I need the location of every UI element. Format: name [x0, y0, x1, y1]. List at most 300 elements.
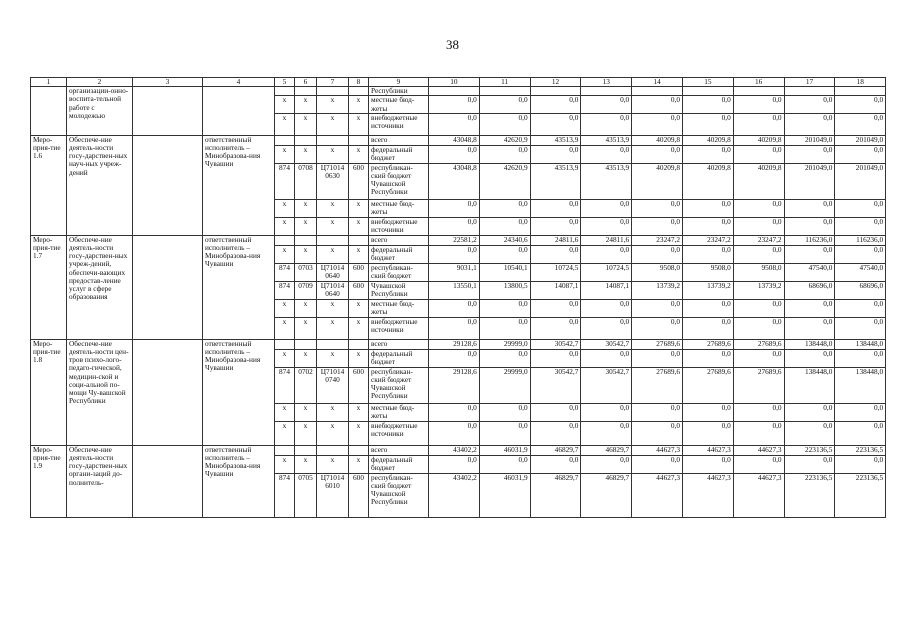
amount-cell: 46829,7 — [581, 445, 632, 455]
grbs-code-cell: x — [275, 403, 295, 421]
target-article-cell: x — [317, 199, 349, 217]
amount-cell: 43513,9 — [581, 163, 632, 199]
amount-cell: 0,0 — [632, 317, 683, 339]
amount-cell — [835, 87, 886, 96]
amount-cell: 0,0 — [682, 421, 733, 445]
amount-cell: 40209,8 — [632, 135, 683, 145]
column-number-18: 18 — [835, 78, 886, 87]
target-article-cell: x — [317, 217, 349, 235]
grbs-code-cell: x — [275, 455, 295, 473]
amount-cell: 43513,9 — [530, 135, 581, 145]
amount-cell: 201049,0 — [835, 135, 886, 145]
amount-cell: 0,0 — [429, 217, 480, 235]
amount-cell: 0,0 — [530, 113, 581, 135]
amount-cell: 0,0 — [530, 455, 581, 473]
target-article-cell — [317, 445, 349, 455]
amount-cell: 0,0 — [581, 403, 632, 421]
column-3-cell — [133, 445, 203, 517]
grbs-code-cell: x — [275, 245, 295, 263]
section-code-cell: 0708 — [295, 163, 317, 199]
target-article-cell: x — [317, 317, 349, 339]
amount-cell: 0,0 — [530, 145, 581, 163]
amount-cell: 0,0 — [581, 317, 632, 339]
grbs-code-cell — [275, 135, 295, 145]
amount-cell: 40209,8 — [682, 135, 733, 145]
amount-cell: 0,0 — [733, 96, 784, 113]
amount-cell: 0,0 — [835, 349, 886, 367]
funding-source-cell: Чувашской Республики — [369, 281, 429, 299]
expense-type-cell: 600 — [349, 473, 369, 517]
amount-cell: 223136,5 — [835, 445, 886, 455]
amount-cell: 0,0 — [835, 245, 886, 263]
amount-cell: 0,0 — [632, 113, 683, 135]
section-code-cell: x — [295, 199, 317, 217]
amount-cell: 0,0 — [479, 96, 530, 113]
amount-cell: 0,0 — [479, 217, 530, 235]
table-row — [31, 445, 886, 455]
amount-cell: 0,0 — [429, 145, 480, 163]
target-article-cell: x — [317, 245, 349, 263]
amount-cell: 0,0 — [835, 199, 886, 217]
target-article-cell: Ц710140740 — [317, 367, 349, 403]
grbs-code-cell: 874 — [275, 263, 295, 281]
amount-cell: 0,0 — [733, 317, 784, 339]
column-number-2: 2 — [67, 78, 133, 87]
target-article-cell: Ц710140630 — [317, 163, 349, 199]
section-code-cell: 0703 — [295, 263, 317, 281]
amount-cell: 23247,2 — [733, 235, 784, 245]
amount-cell — [784, 87, 835, 96]
measure-number-cell: Меро-прия-тие 1.9 — [31, 445, 67, 517]
amount-cell: 30542,7 — [530, 367, 581, 403]
section-code-cell: x — [295, 113, 317, 135]
amount-cell: 0,0 — [429, 299, 480, 317]
target-article-cell: x — [317, 299, 349, 317]
expense-type-cell — [349, 135, 369, 145]
section-code-cell: x — [295, 217, 317, 235]
amount-cell: 0,0 — [479, 199, 530, 217]
funding-source-cell: федеральный бюджет — [369, 455, 429, 473]
expense-type-cell: x — [349, 299, 369, 317]
amount-cell: 0,0 — [835, 217, 886, 235]
funding-source-cell: федеральный бюджет — [369, 245, 429, 263]
expense-type-cell: 600 — [349, 163, 369, 199]
amount-cell: 0,0 — [784, 113, 835, 135]
amount-cell: 0,0 — [632, 245, 683, 263]
amount-cell: 138448,0 — [784, 339, 835, 349]
amount-cell: 0,0 — [733, 455, 784, 473]
amount-cell: 0,0 — [682, 403, 733, 421]
amount-cell: 27689,6 — [733, 367, 784, 403]
amount-cell: 27689,6 — [682, 367, 733, 403]
measure-name-cell: Обеспече-ние деятель-ности цен-тров психо-лого-педаго-гической, медицин-ской и соци-альной по-мощи Чу-вашской Республики — [67, 339, 133, 445]
amount-cell: 0,0 — [429, 317, 480, 339]
amount-cell: 23247,2 — [632, 235, 683, 245]
measure-name-cell: Обеспече-ние деятель-ности госу-дарствен-ных учреж-дений, обеспечи-вающих предостав-ление услуг в сфере образования — [67, 235, 133, 339]
target-article-cell: x — [317, 96, 349, 113]
amount-cell: 0,0 — [581, 113, 632, 135]
amount-cell: 9508,0 — [682, 263, 733, 281]
amount-cell: 10540,1 — [479, 263, 530, 281]
amount-cell: 46829,7 — [581, 473, 632, 517]
amount-cell: 0,0 — [835, 113, 886, 135]
funding-source-cell: местные бюд-жеты — [369, 199, 429, 217]
amount-cell: 22581,2 — [429, 235, 480, 245]
section-code-cell: x — [295, 349, 317, 367]
amount-cell: 0,0 — [682, 245, 733, 263]
amount-cell — [581, 87, 632, 96]
section-code-cell — [295, 87, 317, 96]
amount-cell: 0,0 — [581, 421, 632, 445]
amount-cell: 68696,0 — [835, 281, 886, 299]
target-article-cell: x — [317, 403, 349, 421]
amount-cell: 0,0 — [530, 245, 581, 263]
grbs-code-cell: x — [275, 317, 295, 339]
expense-type-cell: x — [349, 245, 369, 263]
grbs-code-cell — [275, 87, 295, 96]
amount-cell: 44627,3 — [632, 445, 683, 455]
amount-cell: 13739,2 — [682, 281, 733, 299]
amount-cell: 0,0 — [784, 421, 835, 445]
expense-type-cell: 600 — [349, 367, 369, 403]
measure-number-cell: Меро-прия-тие 1.8 — [31, 339, 67, 445]
grbs-code-cell: x — [275, 349, 295, 367]
funding-source-cell: всего — [369, 235, 429, 245]
expense-type-cell: 600 — [349, 281, 369, 299]
amount-cell: 0,0 — [835, 421, 886, 445]
amount-cell: 44627,3 — [733, 473, 784, 517]
amount-cell: 43048,8 — [429, 163, 480, 199]
amount-cell: 0,0 — [429, 199, 480, 217]
expense-type-cell — [349, 235, 369, 245]
amount-cell: 0,0 — [784, 96, 835, 113]
section-code-cell: x — [295, 96, 317, 113]
amount-cell: 40209,8 — [733, 163, 784, 199]
target-article-cell: Ц710146010 — [317, 473, 349, 517]
amount-cell — [632, 87, 683, 96]
amount-cell: 116236,0 — [835, 235, 886, 245]
expense-type-cell: x — [349, 403, 369, 421]
funding-source-cell: внебюджетные источники — [369, 113, 429, 135]
amount-cell: 40209,8 — [682, 163, 733, 199]
section-code-cell: 0705 — [295, 473, 317, 517]
measure-number-cell — [31, 87, 67, 136]
amount-cell: 0,0 — [429, 403, 480, 421]
grbs-code-cell — [275, 445, 295, 455]
funding-source-cell: всего — [369, 339, 429, 349]
column-3-cell — [133, 87, 203, 136]
expense-type-cell: x — [349, 421, 369, 445]
amount-cell: 44627,3 — [733, 445, 784, 455]
column-number-1: 1 — [31, 78, 67, 87]
funding-source-cell: Республики — [369, 87, 429, 96]
expense-type-cell: x — [349, 96, 369, 113]
amount-cell: 223136,5 — [784, 473, 835, 517]
amount-cell: 0,0 — [835, 317, 886, 339]
executor-cell: ответственный исполнитель – Минобразова-ния Чувашии — [203, 135, 275, 235]
amount-cell: 0,0 — [581, 299, 632, 317]
amount-cell: 0,0 — [530, 199, 581, 217]
amount-cell: 43402,2 — [429, 445, 480, 455]
amount-cell: 9031,1 — [429, 263, 480, 281]
amount-cell: 0,0 — [429, 455, 480, 473]
amount-cell: 40209,8 — [733, 135, 784, 145]
column-number-11: 11 — [479, 78, 530, 87]
column-number-16: 16 — [733, 78, 784, 87]
funding-source-cell: местные бюд-жеты — [369, 403, 429, 421]
amount-cell: 10724,5 — [581, 263, 632, 281]
funding-source-cell: местные бюд-жеты — [369, 299, 429, 317]
amount-cell: 0,0 — [733, 299, 784, 317]
table-row — [31, 235, 886, 245]
amount-cell: 116236,0 — [784, 235, 835, 245]
table-body — [31, 78, 886, 518]
amount-cell: 42620,9 — [479, 135, 530, 145]
measure-name-cell: Обеспече-ние деятель-ности госу-дарствен-ных науч-ных учреж-дений — [67, 135, 133, 235]
amount-cell: 0,0 — [733, 349, 784, 367]
executor-cell: ответственный исполнитель – Минобразова-ния Чувашии — [203, 235, 275, 339]
column-number-6: 6 — [295, 78, 317, 87]
amount-cell: 43513,9 — [530, 163, 581, 199]
grbs-code-cell: 874 — [275, 473, 295, 517]
funding-source-cell: республикан-ский бюджет — [369, 263, 429, 281]
amount-cell: 0,0 — [682, 349, 733, 367]
column-number-9: 9 — [369, 78, 429, 87]
target-article-cell: Ц710140640 — [317, 263, 349, 281]
amount-cell: 0,0 — [632, 145, 683, 163]
amount-cell: 138448,0 — [835, 339, 886, 349]
section-code-cell: 0709 — [295, 281, 317, 299]
amount-cell: 0,0 — [733, 113, 784, 135]
column-number-17: 17 — [784, 78, 835, 87]
expense-type-cell: x — [349, 317, 369, 339]
expense-type-cell: x — [349, 113, 369, 135]
section-code-cell — [295, 445, 317, 455]
column-3-cell — [133, 135, 203, 235]
amount-cell: 0,0 — [479, 245, 530, 263]
amount-cell: 46829,7 — [530, 445, 581, 455]
measure-name-cell: Обеспече-ние деятель-ности госу-дарствен-ных органи-заций до-полнитель- — [67, 445, 133, 517]
funding-source-cell: федеральный бюджет — [369, 349, 429, 367]
amount-cell: 27689,6 — [632, 367, 683, 403]
grbs-code-cell: x — [275, 113, 295, 135]
budget-table — [30, 77, 886, 518]
amount-cell: 0,0 — [733, 217, 784, 235]
section-code-cell — [295, 339, 317, 349]
target-article-cell — [317, 235, 349, 245]
amount-cell: 0,0 — [632, 96, 683, 113]
section-code-cell: x — [295, 421, 317, 445]
amount-cell: 0,0 — [530, 349, 581, 367]
amount-cell: 43513,9 — [581, 135, 632, 145]
amount-cell: 0,0 — [784, 199, 835, 217]
target-article-cell: x — [317, 349, 349, 367]
amount-cell: 27689,6 — [632, 339, 683, 349]
amount-cell: 9508,0 — [733, 263, 784, 281]
amount-cell: 0,0 — [581, 96, 632, 113]
target-article-cell — [317, 135, 349, 145]
grbs-code-cell: x — [275, 145, 295, 163]
funding-source-cell: всего — [369, 135, 429, 145]
amount-cell: 201049,0 — [784, 163, 835, 199]
amount-cell: 0,0 — [632, 199, 683, 217]
amount-cell: 0,0 — [632, 421, 683, 445]
column-number-15: 15 — [682, 78, 733, 87]
amount-cell: 0,0 — [784, 403, 835, 421]
amount-cell: 27689,6 — [682, 339, 733, 349]
section-code-cell: x — [295, 403, 317, 421]
amount-cell: 138448,0 — [835, 367, 886, 403]
amount-cell: 0,0 — [632, 403, 683, 421]
amount-cell: 0,0 — [733, 421, 784, 445]
grbs-code-cell: x — [275, 199, 295, 217]
column-3-cell — [133, 235, 203, 339]
amount-cell: 0,0 — [784, 299, 835, 317]
amount-cell: 0,0 — [784, 317, 835, 339]
amount-cell: 29999,0 — [479, 367, 530, 403]
section-code-cell: x — [295, 145, 317, 163]
amount-cell: 201049,0 — [784, 135, 835, 145]
grbs-code-cell — [275, 339, 295, 349]
amount-cell: 13800,5 — [479, 281, 530, 299]
executor-cell: ответственный исполнитель – Минобразова-ния Чувашии — [203, 339, 275, 445]
amount-cell: 0,0 — [479, 455, 530, 473]
measure-number-cell: Меро-прия-тие 1.6 — [31, 135, 67, 235]
amount-cell: 138448,0 — [784, 367, 835, 403]
amount-cell: 0,0 — [429, 421, 480, 445]
column-number-8: 8 — [349, 78, 369, 87]
amount-cell: 0,0 — [429, 96, 480, 113]
target-article-cell — [317, 339, 349, 349]
amount-cell: 0,0 — [682, 96, 733, 113]
amount-cell: 44627,3 — [682, 473, 733, 517]
grbs-code-cell: 874 — [275, 163, 295, 199]
amount-cell: 47540,0 — [835, 263, 886, 281]
grbs-code-cell: 874 — [275, 367, 295, 403]
amount-cell: 27689,6 — [733, 339, 784, 349]
amount-cell: 43048,8 — [429, 135, 480, 145]
target-article-cell: x — [317, 113, 349, 135]
section-code-cell — [295, 235, 317, 245]
amount-cell: 46031,9 — [479, 445, 530, 455]
amount-cell: 0,0 — [784, 245, 835, 263]
amount-cell: 29128,6 — [429, 339, 480, 349]
amount-cell: 30542,7 — [581, 367, 632, 403]
amount-cell: 0,0 — [835, 96, 886, 113]
amount-cell: 0,0 — [682, 199, 733, 217]
amount-cell: 0,0 — [581, 145, 632, 163]
amount-cell — [682, 87, 733, 96]
amount-cell: 0,0 — [733, 145, 784, 163]
amount-cell: 24811,6 — [530, 235, 581, 245]
amount-cell: 68696,0 — [784, 281, 835, 299]
amount-cell: 0,0 — [429, 245, 480, 263]
expense-type-cell — [349, 445, 369, 455]
column-number-12: 12 — [530, 78, 581, 87]
amount-cell: 0,0 — [682, 299, 733, 317]
funding-source-cell: местные бюд-жеты — [369, 96, 429, 113]
amount-cell: 44627,3 — [682, 445, 733, 455]
section-code-cell: x — [295, 317, 317, 339]
section-code-cell: x — [295, 455, 317, 473]
amount-cell: 0,0 — [784, 145, 835, 163]
amount-cell: 0,0 — [733, 403, 784, 421]
amount-cell: 9508,0 — [632, 263, 683, 281]
column-number-3: 3 — [133, 78, 203, 87]
grbs-code-cell — [275, 235, 295, 245]
expense-type-cell: 600 — [349, 263, 369, 281]
table-row — [31, 87, 886, 96]
funding-source-cell: внебюджетные источники — [369, 317, 429, 339]
section-code-cell — [295, 135, 317, 145]
amount-cell: 0,0 — [479, 145, 530, 163]
amount-cell: 46031,9 — [479, 473, 530, 517]
amount-cell: 0,0 — [530, 317, 581, 339]
measure-name-cell: организации-онно-воспита-тельной работе с молодежью — [67, 87, 133, 136]
funding-source-cell: внебюджетные источники — [369, 217, 429, 235]
amount-cell: 0,0 — [682, 145, 733, 163]
amount-cell: 0,0 — [784, 349, 835, 367]
funding-source-cell: федеральный бюджет — [369, 145, 429, 163]
target-article-cell — [317, 87, 349, 96]
column-number-7: 7 — [317, 78, 349, 87]
amount-cell: 29128,6 — [429, 367, 480, 403]
expense-type-cell — [349, 339, 369, 349]
target-article-cell: x — [317, 455, 349, 473]
amount-cell: 14087,1 — [530, 281, 581, 299]
amount-cell: 0,0 — [632, 299, 683, 317]
column-number-5: 5 — [275, 78, 295, 87]
target-article-cell: Ц710140640 — [317, 281, 349, 299]
amount-cell: 0,0 — [479, 349, 530, 367]
amount-cell: 13739,2 — [632, 281, 683, 299]
target-article-cell: x — [317, 421, 349, 445]
amount-cell: 0,0 — [632, 217, 683, 235]
column-number-4: 4 — [203, 78, 275, 87]
expense-type-cell: x — [349, 199, 369, 217]
amount-cell: 24340,6 — [479, 235, 530, 245]
amount-cell: 30542,7 — [530, 339, 581, 349]
amount-cell: 47540,0 — [784, 263, 835, 281]
amount-cell: 44627,3 — [632, 473, 683, 517]
amount-cell — [479, 87, 530, 96]
amount-cell: 0,0 — [682, 317, 733, 339]
section-code-cell: x — [295, 245, 317, 263]
section-code-cell: x — [295, 299, 317, 317]
amount-cell: 0,0 — [733, 245, 784, 263]
amount-cell: 30542,7 — [581, 339, 632, 349]
amount-cell: 0,0 — [479, 421, 530, 445]
grbs-code-cell: x — [275, 96, 295, 113]
amount-cell: 0,0 — [835, 145, 886, 163]
expense-type-cell: x — [349, 145, 369, 163]
amount-cell: 0,0 — [429, 113, 480, 135]
funding-source-cell: республикан-ский бюджет Чувашской Республики — [369, 473, 429, 517]
amount-cell — [733, 87, 784, 96]
amount-cell: 0,0 — [835, 455, 886, 473]
amount-cell: 0,0 — [682, 455, 733, 473]
funding-source-cell: всего — [369, 445, 429, 455]
amount-cell: 0,0 — [581, 455, 632, 473]
amount-cell: 0,0 — [530, 217, 581, 235]
funding-source-cell: республикан-ский бюджет Чувашской Республики — [369, 163, 429, 199]
amount-cell: 0,0 — [581, 245, 632, 263]
amount-cell: 0,0 — [682, 113, 733, 135]
amount-cell: 0,0 — [581, 199, 632, 217]
amount-cell: 13550,1 — [429, 281, 480, 299]
amount-cell: 0,0 — [784, 455, 835, 473]
header-row — [31, 78, 886, 87]
